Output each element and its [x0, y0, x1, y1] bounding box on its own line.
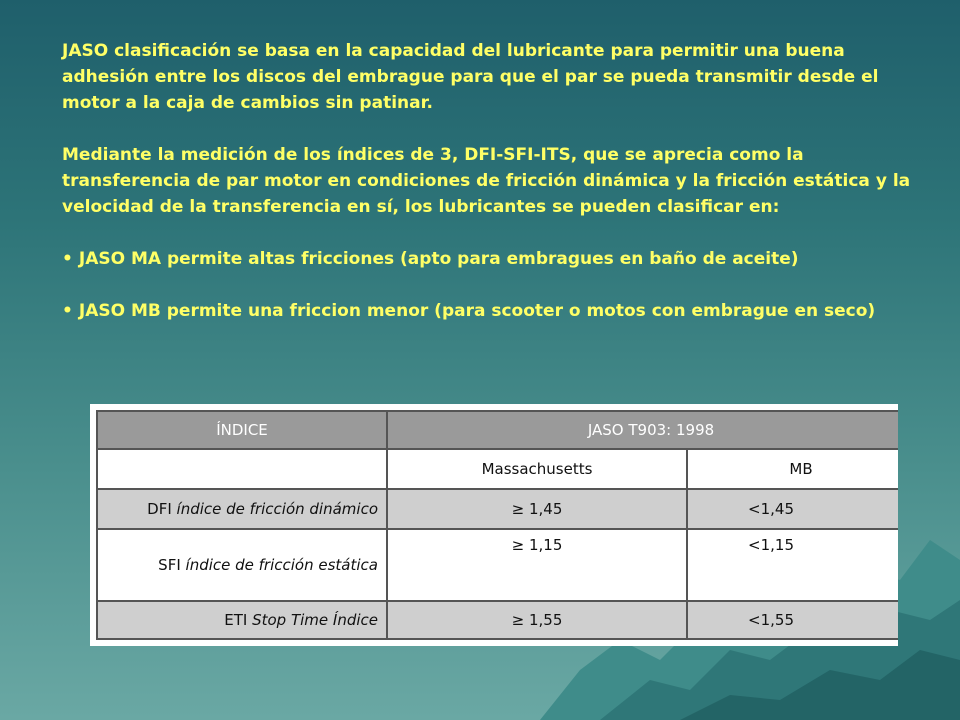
- col-ma: Massachusetts: [387, 449, 687, 489]
- paragraph-1: JASO clasificación se basa en la capacidad del lubricante para permitir una buena adhesión entre los discos del embrague para que el par se pueda transmitir desde el motor a la caja de cambios sin patinar.: [62, 41, 879, 113]
- table-subheader-row: [97, 449, 898, 489]
- bullet-icon: •: [62, 301, 73, 321]
- table-header-row: [97, 411, 898, 449]
- bullet-item: [62, 298, 922, 324]
- subheader-empty: [97, 449, 387, 489]
- row-index: [97, 529, 387, 601]
- row-name: Stop Time Índice: [252, 611, 378, 629]
- bullet-icon: •: [62, 249, 73, 269]
- bullet-item: [62, 246, 922, 272]
- row-code: SFI: [158, 556, 181, 574]
- row-index: [97, 601, 387, 639]
- row-ma: ≥ 1,15: [387, 529, 687, 601]
- bullet-text: JASO MA permite altas fricciones (apto para embragues en baño de aceite): [78, 249, 799, 269]
- row-mb: <1,55: [687, 601, 898, 639]
- row-name: índice de fricción dinámico: [176, 500, 378, 518]
- row-mb: <1,15: [687, 529, 898, 601]
- paragraph-2: Mediante la medición de los índices de 3, DFI-SFI-ITS, que se aprecia como la transferencia de par motor en condiciones de fricción dinámica y la fricción estática y la velocidad de la transferencia en sí, los lubricantes se pueden clasificar en:: [62, 145, 911, 217]
- body-text: [62, 38, 922, 324]
- header-index: ÍNDICE: [97, 411, 387, 449]
- table-row: [97, 529, 898, 601]
- jaso-table-image: [90, 404, 898, 646]
- jaso-table: [96, 410, 898, 640]
- row-ma: ≥ 1,55: [387, 601, 687, 639]
- row-index: [97, 489, 387, 529]
- row-code: ETI: [224, 611, 248, 629]
- row-code: DFI: [147, 500, 172, 518]
- col-mb: MB: [687, 449, 898, 489]
- row-mb: <1,45: [687, 489, 898, 529]
- table-row: [97, 489, 898, 529]
- row-ma: ≥ 1,45: [387, 489, 687, 529]
- bullet-text: JASO MB permite una friccion menor (para scooter o motos con embrague en seco): [78, 301, 876, 321]
- header-standard: JASO T903: 1998: [387, 411, 898, 449]
- row-name: índice de fricción estática: [185, 556, 378, 574]
- table-row: [97, 601, 898, 639]
